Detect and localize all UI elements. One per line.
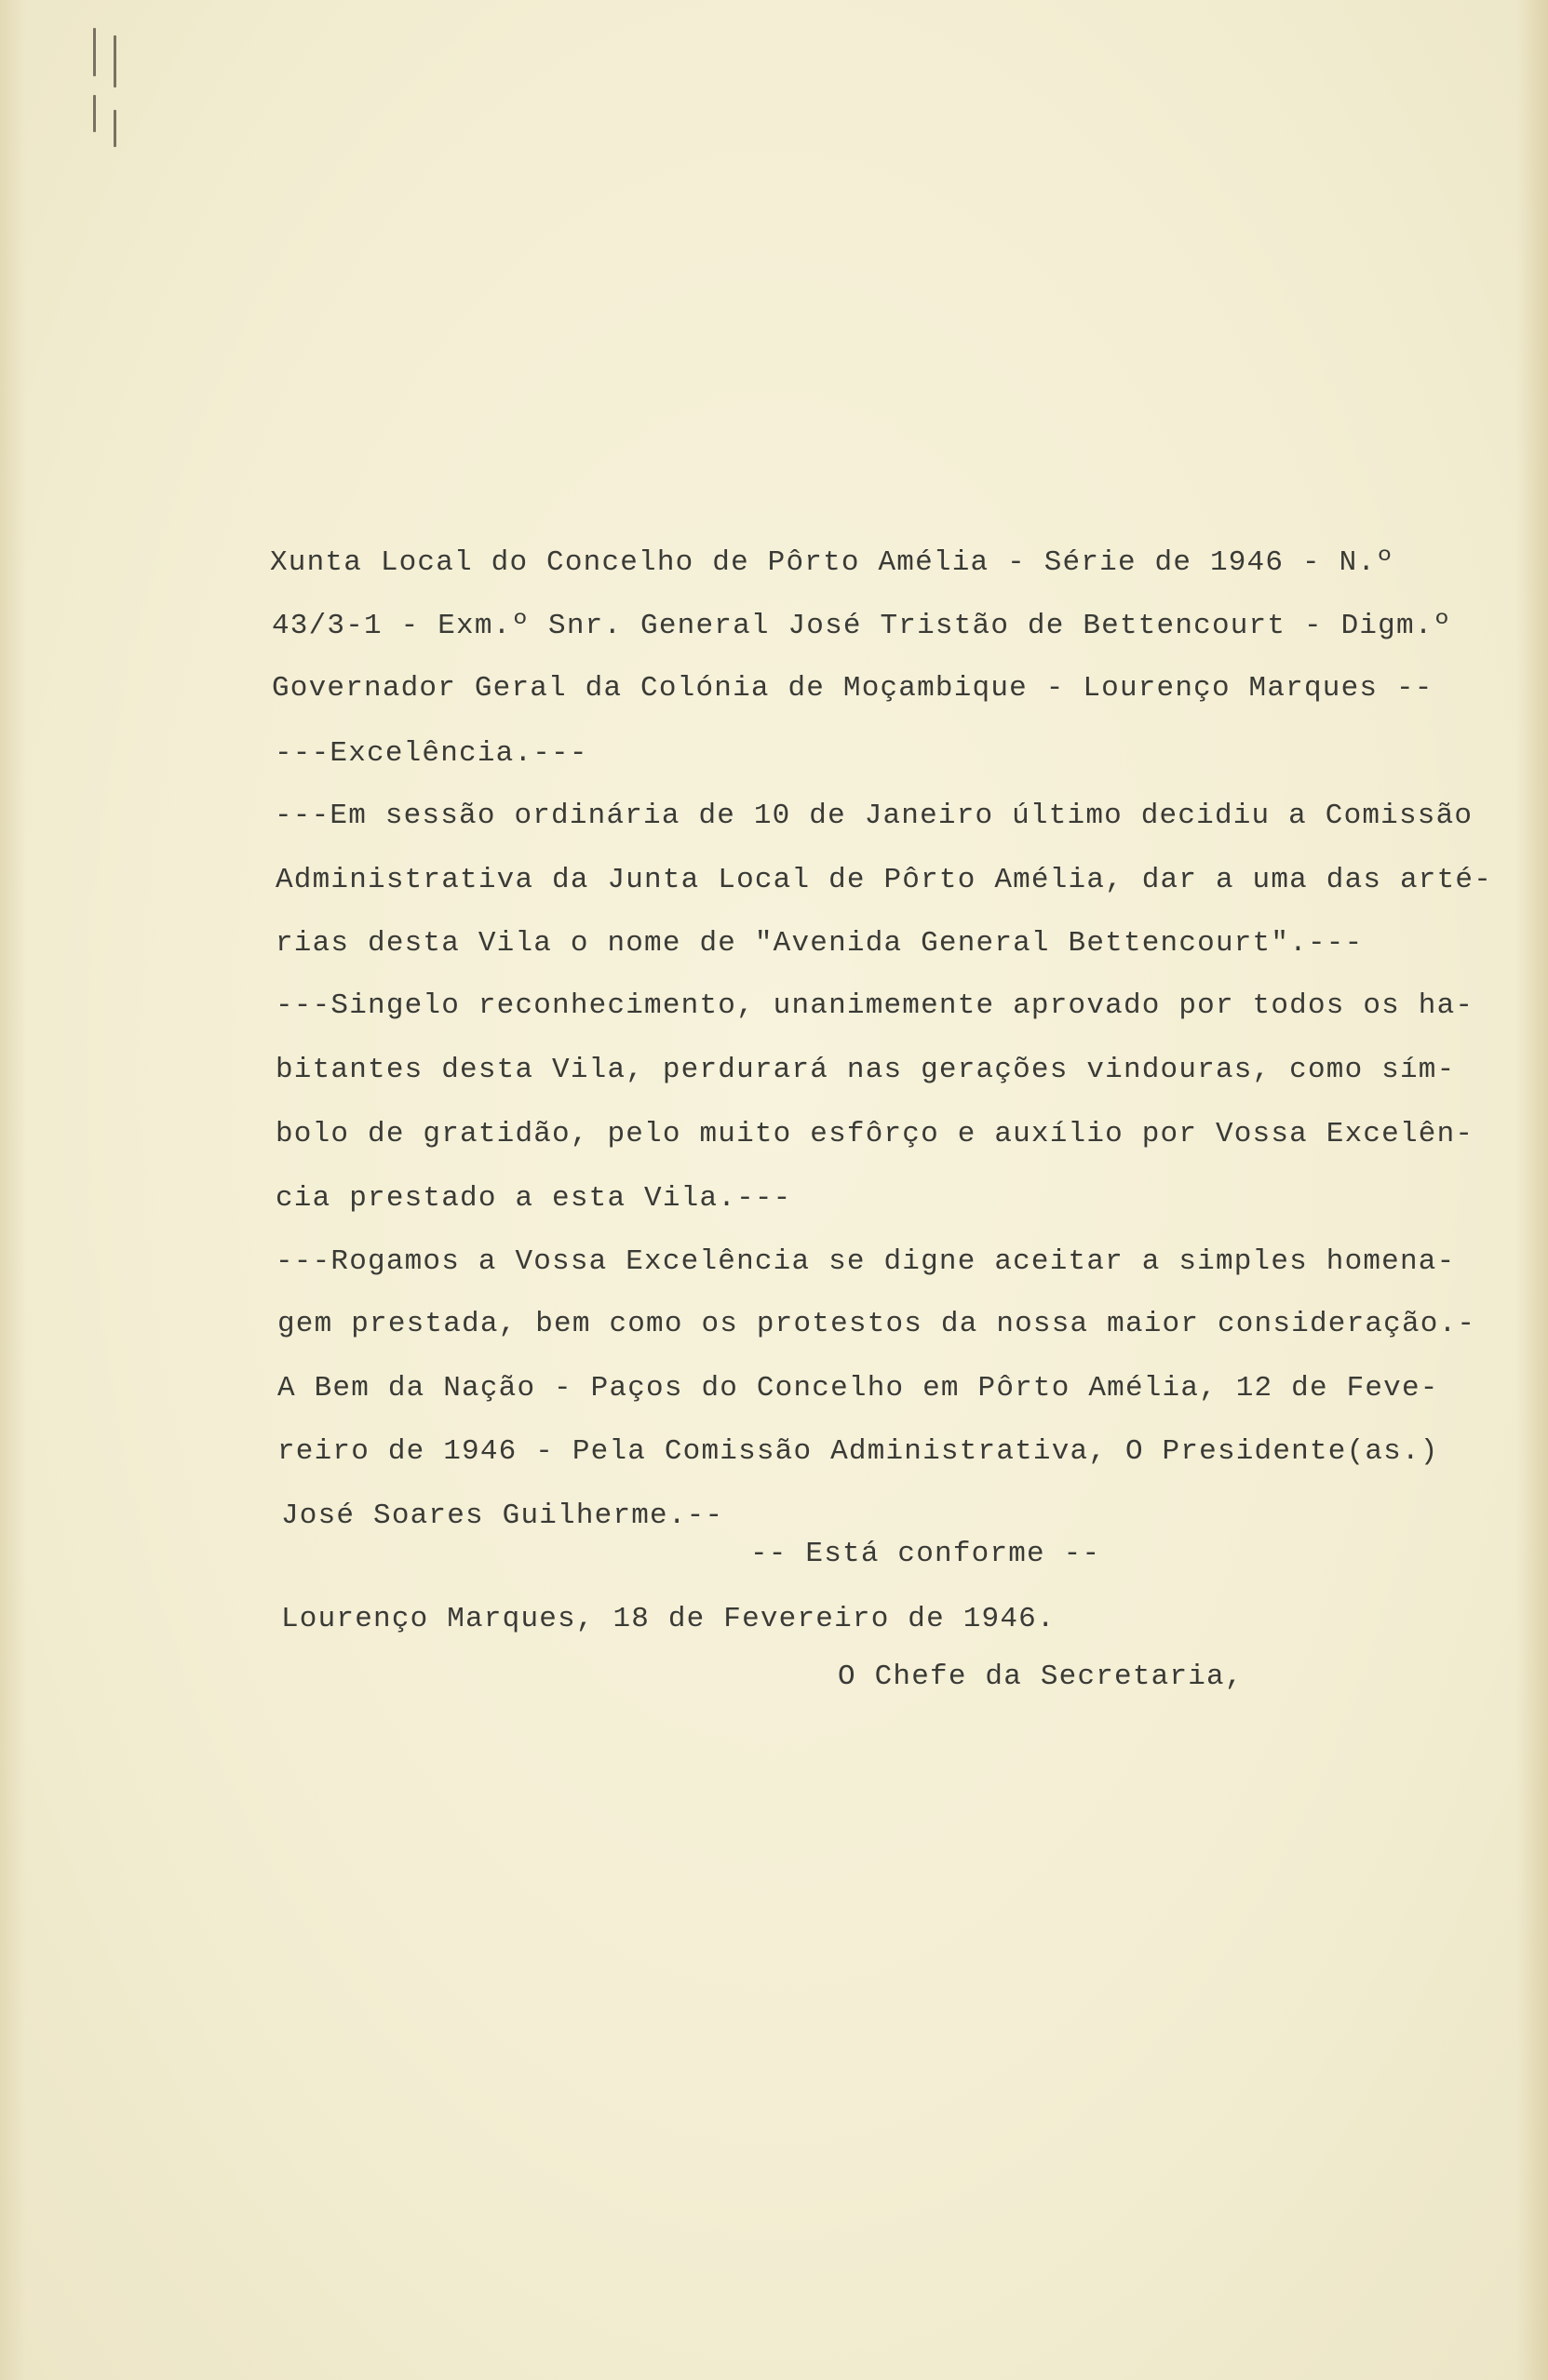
text-line: ---Excelência.--- bbox=[275, 737, 588, 770]
text-line: cia prestado a esta Vila.--- bbox=[276, 1182, 792, 1215]
text-line: José Soares Guilherme.-- bbox=[281, 1499, 724, 1532]
text-line: gem prestada, bem como os protestos da nossa maior consideração.- bbox=[277, 1308, 1476, 1340]
text-line: ---Rogamos a Vossa Excelência se digne aceitar a simples homena- bbox=[276, 1245, 1456, 1278]
text-line: bolo de gratidão, pelo muito esfôrço e auxílio por Vossa Excelên- bbox=[276, 1118, 1474, 1150]
text-line: 43/3-1 - Exm.º Snr. General José Tristão de Bettencourt - Digm.º bbox=[272, 610, 1452, 642]
text-line: A Bem da Nação - Paços do Concelho em Pôrto Amélia, 12 de Feve- bbox=[277, 1372, 1439, 1405]
signatory-title: O Chefe da Secretaria, bbox=[838, 1661, 1244, 1693]
text-line: Governador Geral da Colónia de Moçambique - Lourenço Marques -- bbox=[272, 672, 1434, 705]
attestation-line: -- Está conforme -- bbox=[750, 1538, 1101, 1570]
text-line: Administrativa da Junta Local de Pôrto Amélia, dar a uma das arté- bbox=[276, 864, 1492, 896]
text-line: ---Singelo reconhecimento, unanimemente aprovado por todos os ha- bbox=[276, 989, 1474, 1022]
text-line: ---Em sessão ordinária de 10 de Janeiro último decidiu a Comissão bbox=[275, 800, 1474, 832]
text-line: rias desta Vila o nome de "Avenida General Bettencourt".--- bbox=[276, 927, 1364, 960]
text-line: reiro de 1946 - Pela Comissão Administrativa, O Presidente(as.) bbox=[277, 1435, 1439, 1468]
place-date-line: Lourenço Marques, 18 de Fevereiro de 1946. bbox=[281, 1603, 1056, 1635]
text-line: bitantes desta Vila, perdurará nas gerações vindouras, como sím- bbox=[276, 1054, 1456, 1086]
text-line: Xunta Local do Concelho de Pôrto Amélia - Série de 1946 - N.º bbox=[270, 546, 1394, 579]
